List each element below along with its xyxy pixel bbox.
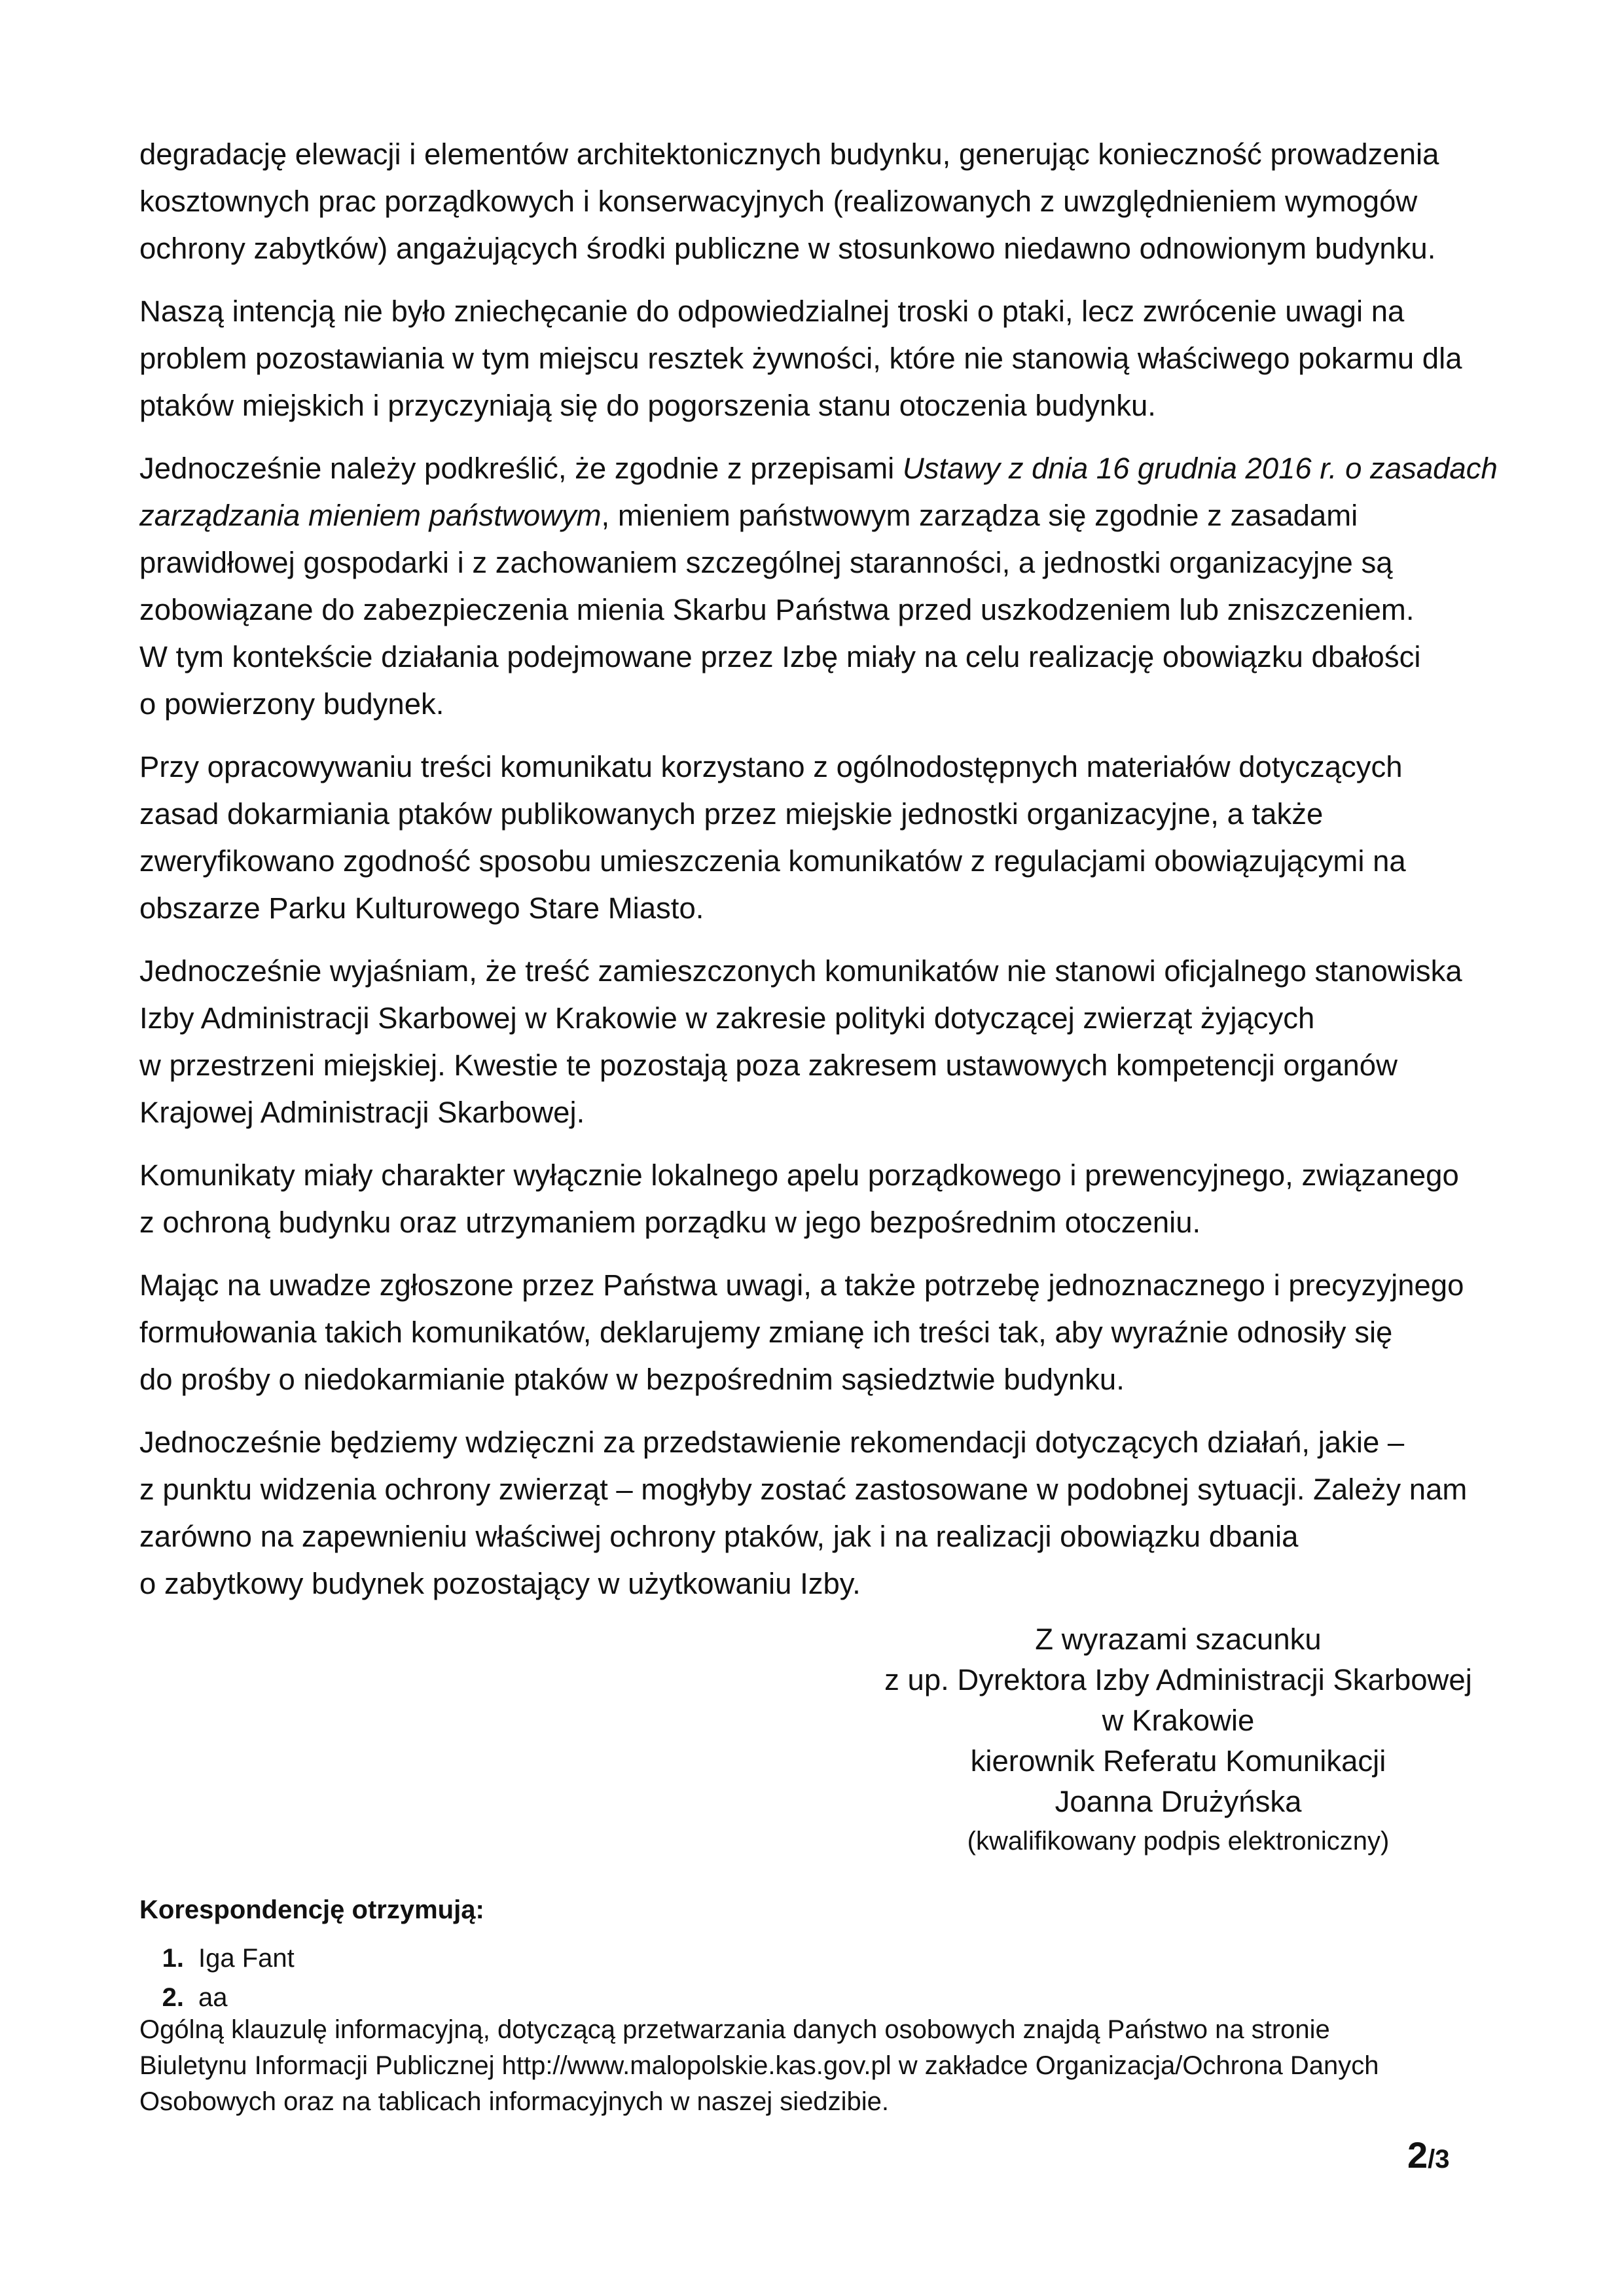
paragraph — [139, 1152, 1501, 1246]
total-pages: 3 — [1435, 2145, 1450, 2174]
authority-location: w Krakowie — [1102, 1704, 1255, 1737]
statute-title-part1: Ustawy z dnia 16 grudnia 2016 r. o zasadach — [902, 452, 1498, 485]
text-line — [139, 445, 1501, 492]
signature-note: (kwalifikowany podpis elektroniczny) — [967, 1827, 1390, 1856]
text-line: do prośby o niedokarmianie ptaków w bezpośrednim sąsiedztwie budynku. — [139, 1363, 1125, 1396]
paragraph — [139, 1262, 1501, 1403]
paragraph-legal-reference — [139, 445, 1501, 728]
list-item — [139, 1978, 295, 2017]
text-line: Biuletynu Informacji Publicznej http://www.malopolskie.kas.gov.pl w zakładce Organizacja/Ochrona Danych — [139, 2051, 1379, 2080]
paragraph — [139, 948, 1501, 1136]
paragraph — [139, 131, 1501, 272]
page-separator: / — [1428, 2145, 1435, 2174]
current-page: 2 — [1407, 2134, 1428, 2176]
text-line: o zabytkowy budynek pozostający w użytkowaniu Izby. — [139, 1567, 861, 1600]
text-line: Komunikaty miały charakter wyłącznie lokalnego apelu porządkowego i prewencyjnego, związanego — [139, 1158, 1459, 1192]
recipient-name: Iga Fant — [198, 1944, 295, 1973]
authority-line: z up. Dyrektora Izby Administracji Skarbowej — [884, 1663, 1472, 1696]
text-line: zweryfikowano zgodność sposobu umieszczenia komunikatów z regulacjami obowiązującymi na — [139, 844, 1406, 878]
list-number: 1. — [162, 1944, 184, 1973]
text-line: o powierzony budynek. — [139, 687, 444, 721]
text-line: zobowiązane do zabezpieczenia mienia Skarbu Państwa przed uszkodzeniem lub zniszczeniem. — [139, 593, 1415, 626]
recipients-heading: Korespondencję otrzymują: — [139, 1895, 484, 1924]
list-number: 2. — [162, 1983, 184, 2012]
text-line: ptaków miejskich i przyczyniają się do pogorszenia stanu otoczenia budynku. — [139, 389, 1156, 422]
signature-block — [844, 1619, 1512, 1860]
text-fragment: , mieniem państwowym zarządza się zgodnie z zasadami — [601, 499, 1358, 532]
statute-title-part2: zarządzania mieniem państwowym — [139, 499, 602, 532]
text-line: Mając na uwadze zgłoszone przez Państwa uwagi, a także potrzebę jednoznacznego i precyzyjnego — [139, 1268, 1464, 1302]
text-line: zasad dokarmiania ptaków publikowanych przez miejskie jednostki organizacyjne, a także — [139, 797, 1324, 831]
text-line: obszarze Parku Kulturowego Stare Miasto. — [139, 891, 704, 925]
text-line: Jednocześnie wyjaśniam, że treść zamieszczonych komunikatów nie stanowi oficjalnego stanowiska — [139, 954, 1462, 988]
text-line: Krajowej Administracji Skarbowej. — [139, 1096, 585, 1129]
text-line: Izby Administracji Skarbowej w Krakowie w zakresie polityki dotyczącej zwierząt żyjących — [139, 1001, 1315, 1035]
closing-greeting: Z wyrazami szacunku — [1035, 1623, 1322, 1656]
text-line: Przy opracowywaniu treści komunikatu korzystano z ogólnodostępnych materiałów dotyczących — [139, 750, 1403, 783]
text-line: zarówno na zapewnieniu właściwej ochrony ptaków, jak i na realizacji obowiązku dbania — [139, 1520, 1299, 1553]
text-line: Jednocześnie będziemy wdzięczni za przedstawienie rekomendacji dotyczących działań, jakie – — [139, 1426, 1405, 1459]
text-line: problem pozostawiania w tym miejscu resztek żywności, które nie stanowią właściwego pokarmu dla — [139, 342, 1462, 375]
signatory-position: kierownik Referatu Komunikacji — [970, 1744, 1386, 1778]
text-line: z ochroną budynku oraz utrzymaniem porządku w jego bezpośrednim otoczeniu. — [139, 1206, 1201, 1239]
text-line: Ogólną klauzulę informacyjną, dotyczącą przetwarzania danych osobowych znajdą Państwo na stronie — [139, 2015, 1330, 2044]
paragraph — [139, 288, 1501, 429]
text-line: w przestrzeni miejskiej. Kwestie te pozostają poza zakresem ustawowych kompetencji organów — [139, 1049, 1398, 1082]
information-clause — [139, 2012, 1501, 2120]
text-line: Osobowych oraz na tablicach informacyjnych w naszej siedzibie. — [139, 2087, 889, 2116]
paragraph — [139, 1419, 1501, 1607]
text-line: W tym kontekście działania podejmowane przez Izbę miały na celu realizację obowiązku dbałości — [139, 640, 1421, 673]
text-line: prawidłowej gospodarki i z zachowaniem szczególnej staranności, a jednostki organizacyjne są — [139, 546, 1393, 579]
list-item — [139, 1939, 295, 1978]
page-number — [1407, 2134, 1450, 2176]
recipient-name: aa — [198, 1983, 228, 2012]
text-line: formułowania takich komunikatów, deklarujemy zmianę ich treści tak, aby wyraźnie odnosiły się — [139, 1316, 1393, 1349]
text-line: z punktu widzenia ochrony zwierząt – mogłyby zostać zastosowane w podobnej sytuacji. Zależy nam — [139, 1473, 1468, 1506]
text-line: degradację elewacji i elementów architektonicznych budynku, generując konieczność prowadzenia — [139, 137, 1439, 171]
text-line — [139, 492, 1501, 539]
signatory-name: Joanna Drużyńska — [1055, 1785, 1302, 1818]
text-fragment: Jednocześnie należy podkreślić, że zgodnie z przepisami — [139, 452, 903, 485]
letter-body — [139, 131, 1501, 1623]
text-line: Naszą intencją nie było zniechęcanie do odpowiedzialnej troski o ptaki, lecz zwrócenie uwagi na — [139, 295, 1405, 328]
recipients-list — [139, 1939, 295, 2017]
text-line: kosztownych prac porządkowych i konserwacyjnych (realizowanych z uwzględnieniem wymogów — [139, 185, 1418, 218]
paragraph — [139, 744, 1501, 932]
text-line: ochrony zabytków) angażujących środki publiczne w stosunkowo niedawno odnowionym budynku. — [139, 232, 1436, 265]
